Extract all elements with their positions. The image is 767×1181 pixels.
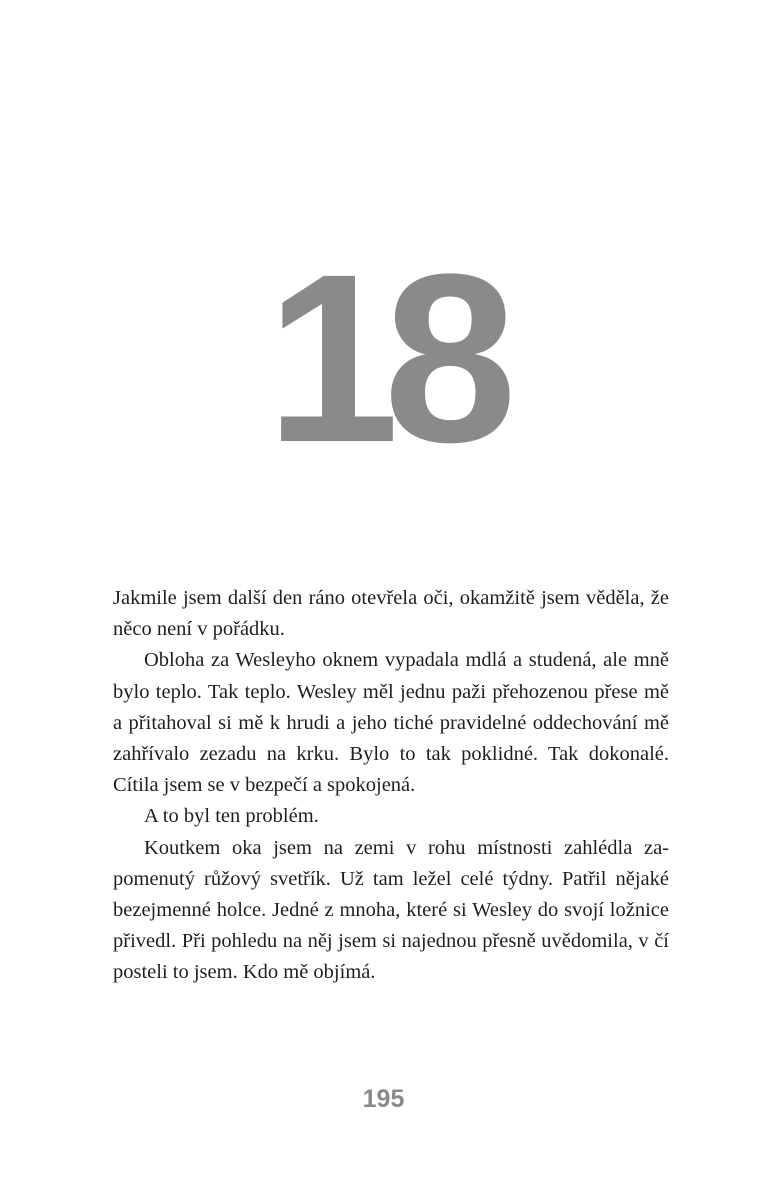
- chapter-number: 18: [266, 224, 501, 492]
- paragraph: Obloha za Wesleyho oknem vypadala mdlá a studená, ale mně bylo teplo. Tak teplo. Wesley měl jednu paži přehozenou přese mě a přitahoval si mě k hrudi a jeho tiché pravidelné oddechování mě zahřívalo zezadu na krku. Bylo to tak poklidné. Tak dokonalé. Cítila jsem se v bezpečí a spokojená.: [113, 649, 669, 797]
- page-number: 195: [362, 1085, 405, 1113]
- paragraph: Koutkem oka jsem na zemi v rohu místnosti zahlédla zapomenutý růžový svetřík. Už tam ležel celé týdny. Patřil nějaké bezejmenné holce. Jedné z mnoha, které si Wesley do svojí ložnice přivedl. Při pohledu na něj jsem si najednou přesně uvědomila, v čí posteli to jsem. Kdo mě objímá.: [113, 836, 669, 984]
- paragraph: Jakmile jsem další den ráno otevřela oči, okamžitě jsem věděla, že něco není v pořádku.: [113, 587, 669, 641]
- paragraph: A to byl ten problém.: [144, 805, 319, 828]
- chapter-body: [113, 583, 669, 989]
